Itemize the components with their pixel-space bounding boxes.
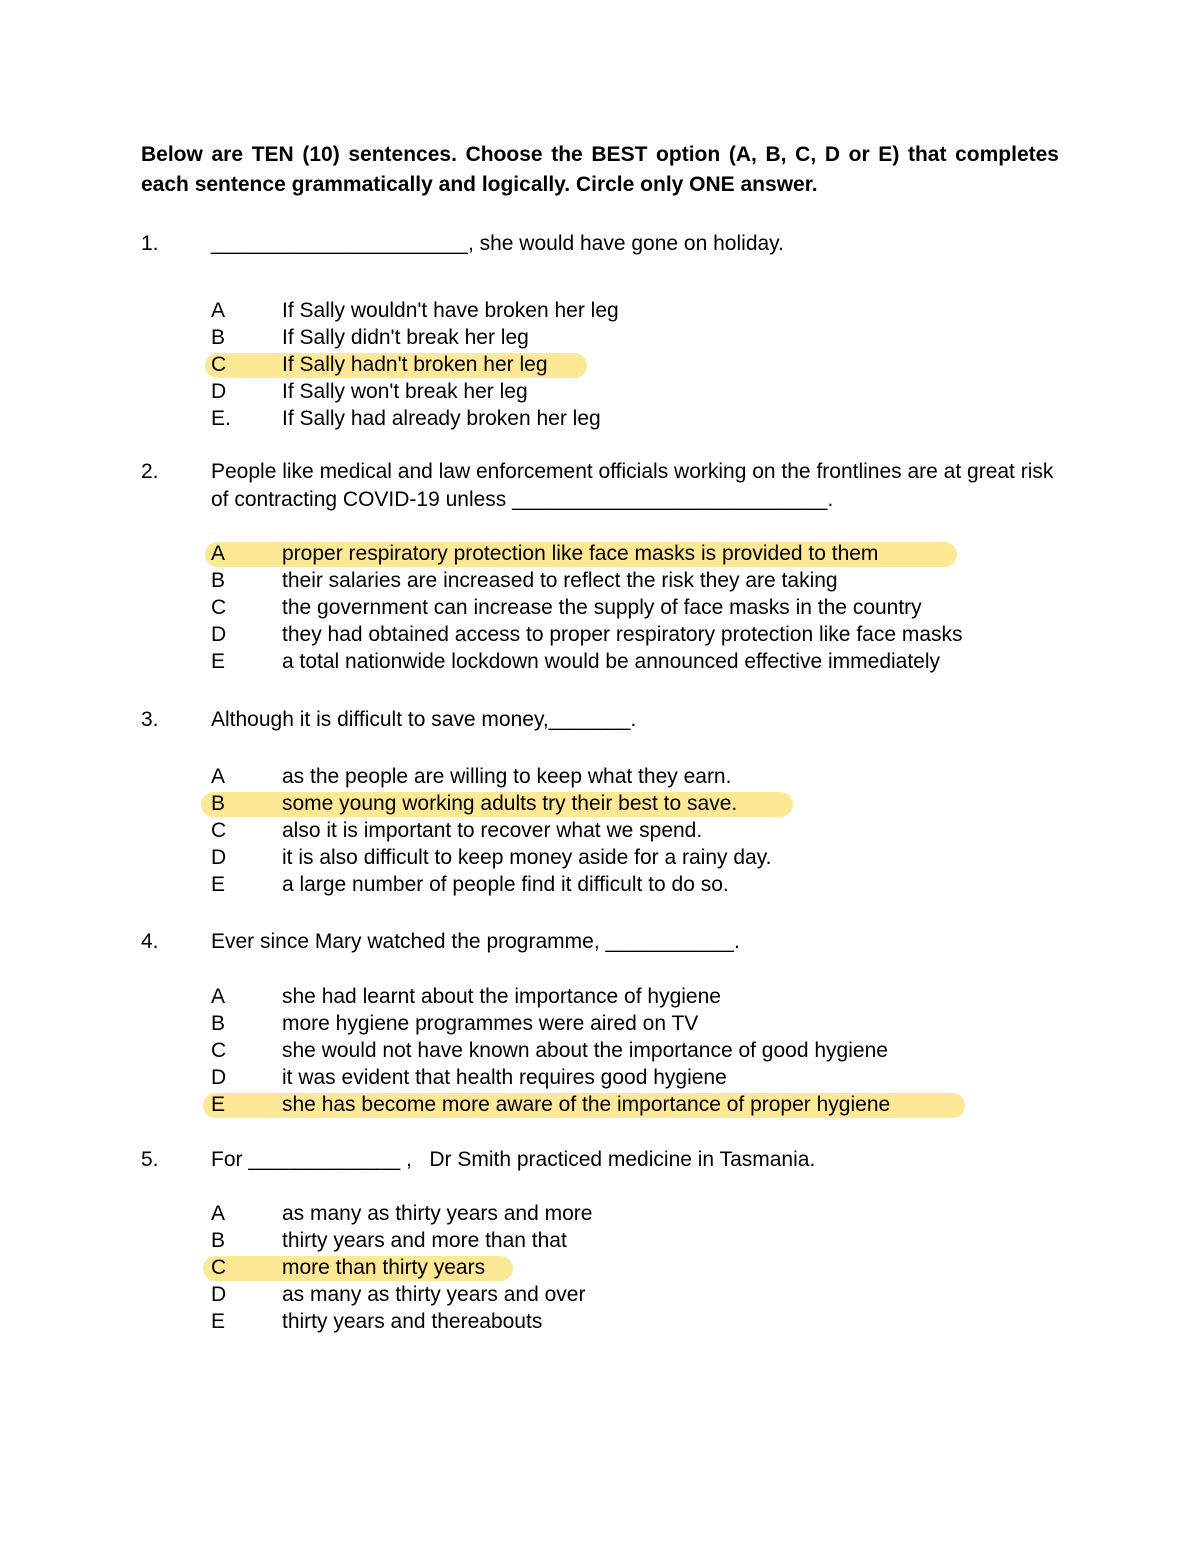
option-letter: E (211, 873, 226, 896)
option-letter: D (211, 1066, 227, 1089)
question-number: 2. (141, 460, 159, 483)
question-stem (141, 706, 1071, 734)
question-number: 4. (141, 930, 159, 953)
option-text: thirty years and thereabouts (282, 1310, 543, 1333)
option-text: If Sally hadn't broken her leg (282, 353, 548, 376)
question-2 (141, 458, 1071, 675)
option-e[interactable] (141, 648, 1071, 675)
option-letter: C (211, 353, 227, 376)
options-list (141, 297, 1071, 432)
option-text: a large number of people find it difficult to do so. (282, 873, 729, 896)
option-b[interactable] (141, 324, 1071, 351)
question-text: People like medical and law enforcement officials working on the frontlines are at great risk of contracting COVID-19 unless ___________________________. (211, 460, 1054, 511)
option-letter: A (211, 542, 226, 565)
option-text: their salaries are increased to reflect the risk they are taking (282, 569, 838, 592)
option-letter: B (211, 569, 226, 592)
option-letter: E (211, 1093, 226, 1116)
question-number: 3. (141, 708, 159, 731)
option-letter: B (211, 1229, 226, 1252)
question-3 (141, 706, 1071, 898)
question-stem (141, 230, 1071, 258)
option-d[interactable] (141, 1281, 1071, 1308)
option-letter: A (211, 985, 226, 1008)
options-list (141, 763, 1071, 898)
options-list (141, 983, 1071, 1118)
option-e[interactable] (141, 871, 1071, 898)
option-letter: B (211, 792, 226, 815)
question-text: ______________________, she would have gone on holiday. (211, 232, 784, 255)
option-text: a total nationwide lockdown would be announced effective immediately (282, 650, 941, 673)
option-d[interactable] (141, 621, 1071, 648)
option-text: If Sally didn't break her leg (282, 326, 529, 349)
option-d[interactable] (141, 378, 1071, 405)
option-text: they had obtained access to proper respiratory protection like face masks (282, 623, 963, 646)
option-text: as the people are willing to keep what they earn. (282, 765, 732, 788)
option-letter: A (211, 299, 226, 322)
option-text: some young working adults try their best to save. (282, 792, 738, 815)
option-c[interactable] (141, 1037, 1071, 1064)
option-e-highlighted[interactable] (141, 1091, 1071, 1118)
option-letter: C (211, 1256, 227, 1279)
option-text: proper respiratory protection like face masks is provided to them (282, 542, 879, 565)
option-b-highlighted[interactable] (141, 790, 1071, 817)
option-letter: A (211, 765, 226, 788)
option-text: she has become more aware of the importance of proper hygiene (282, 1093, 891, 1116)
option-text: it was evident that health requires good hygiene (282, 1066, 727, 1089)
option-letter: E (211, 650, 226, 673)
option-text: more than thirty years (282, 1256, 486, 1279)
option-letter: E. (211, 407, 231, 430)
option-letter: B (211, 1012, 226, 1035)
option-c-highlighted[interactable] (141, 1254, 1071, 1281)
option-text: If Sally had already broken her leg (282, 407, 601, 430)
option-text: more hygiene programmes were aired on TV (282, 1012, 699, 1035)
options-list (141, 540, 1071, 675)
option-text: If Sally won't break her leg (282, 380, 528, 403)
question-stem (141, 928, 1071, 956)
option-text: If Sally wouldn't have broken her leg (282, 299, 619, 322)
option-e[interactable] (141, 1308, 1071, 1335)
option-d[interactable] (141, 844, 1071, 871)
question-stem (141, 458, 1071, 514)
option-e[interactable] (141, 405, 1071, 432)
option-text: also it is important to recover what we spend. (282, 819, 703, 842)
option-letter: C (211, 596, 227, 619)
option-letter: A (211, 1202, 226, 1225)
question-text: Ever since Mary watched the programme, ___________. (211, 930, 740, 953)
options-list (141, 1200, 1071, 1335)
question-text: For _____________ , Dr Smith practiced medicine in Tasmania. (211, 1148, 816, 1171)
option-letter: B (211, 326, 226, 349)
option-c[interactable] (141, 594, 1071, 621)
question-stem (141, 1146, 1071, 1174)
option-a[interactable] (141, 763, 1071, 790)
option-a-highlighted[interactable] (141, 540, 1071, 567)
question-text: Although it is difficult to save money,_______. (211, 708, 637, 731)
option-letter: C (211, 1039, 227, 1062)
option-letter: D (211, 1283, 227, 1306)
option-c[interactable] (141, 817, 1071, 844)
question-number: 5. (141, 1148, 159, 1171)
option-letter: C (211, 819, 227, 842)
option-text: as many as thirty years and more (282, 1202, 593, 1225)
option-text: she had learnt about the importance of hygiene (282, 985, 721, 1008)
option-a[interactable] (141, 1200, 1071, 1227)
option-text: she would not have known about the importance of good hygiene (282, 1039, 888, 1062)
question-number: 1. (141, 232, 159, 255)
option-text: it is also difficult to keep money aside for a rainy day. (282, 846, 772, 869)
option-b[interactable] (141, 567, 1071, 594)
option-d[interactable] (141, 1064, 1071, 1091)
option-a[interactable] (141, 983, 1071, 1010)
option-text: as many as thirty years and over (282, 1283, 586, 1306)
option-c-highlighted[interactable] (141, 351, 1071, 378)
question-1 (141, 230, 1071, 432)
option-letter: D (211, 846, 227, 869)
option-b[interactable] (141, 1227, 1071, 1254)
option-letter: D (211, 380, 227, 403)
option-letter: D (211, 623, 227, 646)
option-text: the government can increase the supply of face masks in the country (282, 596, 922, 619)
option-a[interactable] (141, 297, 1071, 324)
option-b[interactable] (141, 1010, 1071, 1037)
option-text: thirty years and more than that (282, 1229, 567, 1252)
question-4 (141, 928, 1071, 1118)
instructions: Below are TEN (10) sentences. Choose the BEST option (A, B, C, D or E) that completes each sentence grammatically and logically. Circle only ONE answer. (141, 143, 1059, 196)
option-letter: E (211, 1310, 226, 1333)
question-5 (141, 1146, 1071, 1335)
